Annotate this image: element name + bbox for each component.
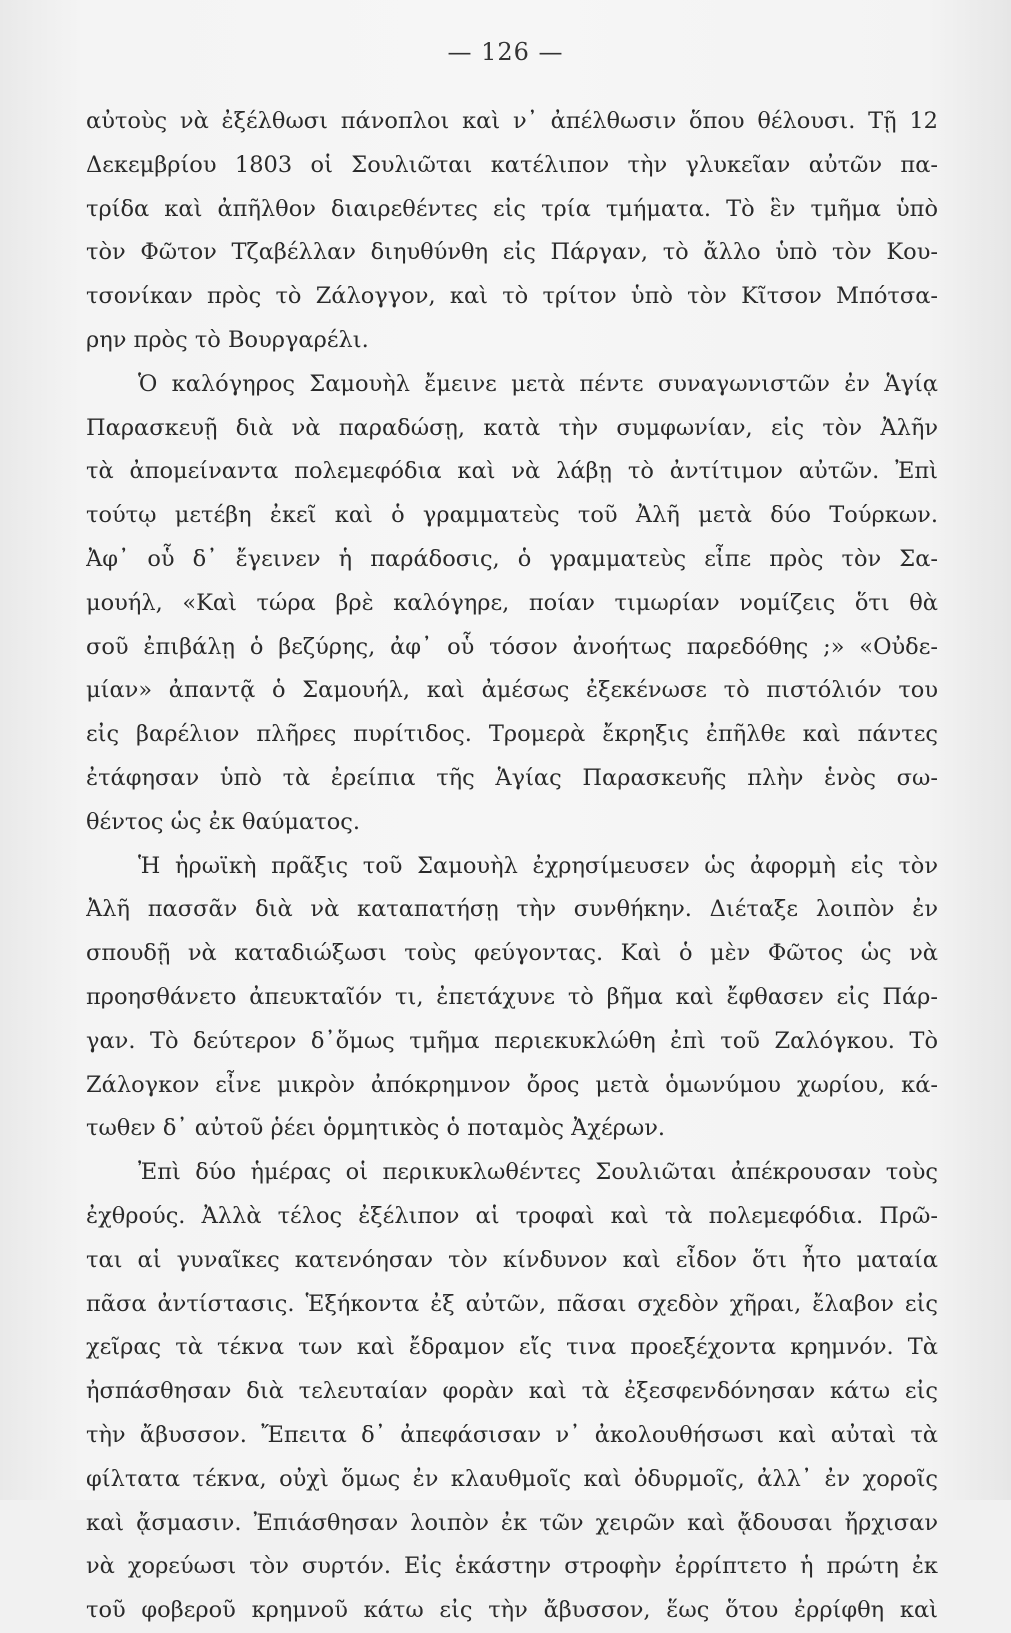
text-line: σπουδῇ νὰ καταδιώξωσι τοὺς φεύγοντας. Καὶ ὁ μὲν Φῶτος ὡς νὰ: [86, 940, 938, 967]
text-line: τὸν Φῶτον Τζαβέλλαν διηυθύνθη εἰς Πάργαν, τὸ ἄλλο ὑπὸ τὸν Κου-: [86, 239, 938, 266]
text-line: νὰ χορεύωσι τὸν συρτόν. Εἰς ἑκάστην στροφὴν ἐρρίπτετο ἡ πρώτη ἐκ: [86, 1553, 938, 1580]
paragraph-1: [86, 100, 938, 363]
text-line: Ὁ καλόγηρος Σαμουὴλ ἔμεινε μετὰ πέντε συναγωνιστῶν ἐν Ἁγίᾳ: [138, 370, 938, 397]
text-line: τσονίκαν πρὸς τὸ Ζάλογγον, καὶ τὸ τρίτον ὑπὸ τὸν Κῖτσον Μπότσα-: [86, 283, 938, 310]
text-line: τὴν ἄβυσσον. Ἔπειτα δ᾽ ἀπεφάσισαν ν᾽ ἀκολουθήσωσι καὶ αὐταὶ τὰ: [86, 1421, 938, 1448]
text-line: τὰ ἀπομείναντα πολεμεφόδια καὶ νὰ λάβῃ τὸ ἀντίτιμον αὐτῶν. Ἐπὶ: [86, 458, 938, 485]
text-line: καὶ ᾄσμασιν. Ἐπιάσθησαν λοιπὸν ἐκ τῶν χειρῶν καὶ ᾄδουσαι ἤρχισαν: [86, 1509, 938, 1536]
text-line: τρίδα καὶ ἀπῆλθον διαιρεθέντες εἰς τρία τμήματα. Τὸ ἓν τμῆμα ὑπὸ: [86, 195, 938, 222]
text-line: ἠσπάσθησαν διὰ τελευταίαν φορὰν καὶ τὰ ἐξεσφενδόνησαν κάτω εἰς: [86, 1378, 938, 1405]
text-line: ἐχθρούς. Ἀλλὰ τέλος ἐξέλιπον αἱ τροφαὶ καὶ τὰ πολεμεφόδια. Πρῶ-: [86, 1202, 938, 1229]
text-line: σοῦ ἐπιβάλῃ ὁ βεζύρης, ἀφ᾽ οὗ τόσον ἀνοήτως παρεδόθης ;» «Οὐδε-: [86, 633, 938, 660]
page-number: — 126 —: [447, 38, 564, 66]
text-line: αὐτοὺς νὰ ἐξέλθωσι πάνοπλοι καὶ ν᾽ ἀπέλθωσιν ὅπου θέλουσι. Τῇ 12: [86, 108, 938, 134]
text-line: γαν. Τὸ δεύτερον δ᾽ὅμως τμῆμα περιεκυκλώθη ἐπὶ τοῦ Ζαλόγκου. Τὸ: [86, 1027, 938, 1054]
paragraph-2: [86, 363, 938, 845]
text-line: προησθάνετο ἀπευκταῖόν τι, ἐπετάχυνε τὸ βῆμα καὶ ἔφθασεν εἰς Πάρ-: [86, 983, 938, 1010]
text-line: Παρασκευῇ διὰ νὰ παραδώσῃ, κατὰ τὴν συμφωνίαν, εἰς τὸν Ἀλῆν: [86, 414, 938, 441]
text-line: εἰς βαρέλιον πλῆρες πυρίτιδος. Τρομερὰ ἔκρηξις ἐπῆλθε καὶ πάντες: [86, 721, 938, 748]
text-line: Ἀφ᾽ οὗ δ᾽ ἔγεινεν ἡ παράδοσις, ὁ γραμματεὺς εἶπε πρὸς τὸν Σα-: [86, 545, 938, 572]
text-line: Ζάλογκον εἶνε μικρὸν ἀπόκρημνον ὄρος μετὰ ὁμωνύμου χωρίου, κά-: [86, 1071, 938, 1098]
text-line: θέντος ὡς ἐκ θαύματος.: [86, 808, 360, 835]
text-line: τούτῳ μετέβη ἐκεῖ καὶ ὁ γραμματεὺς τοῦ Ἀλῆ μετὰ δύο Τούρκων.: [86, 502, 938, 529]
paragraph-4: [86, 1151, 938, 1633]
text-line: Ἐπὶ δύο ἡμέρας οἱ περικυκλωθέντες Σουλιῶται ἀπέκρουσαν τοὺς: [138, 1159, 938, 1186]
text-line: τωθεν δ᾽ αὐτοῦ ῥέει ὁρμητικὸς ὁ ποταμὸς Ἀχέρων.: [86, 1115, 666, 1142]
text-line: ται αἱ γυναῖκες κατενόησαν τὸν κίνδυνον καὶ εἶδον ὅτι ἦτο ματαία: [86, 1246, 938, 1273]
text-line: Ἡ ἡρωϊκὴ πρᾶξις τοῦ Σαμουὴλ ἐχρησίμευσεν ὡς ἀφορμὴ εἰς τὸν: [138, 852, 938, 879]
text-line: Ἀλῆ πασσᾶν διὰ νὰ καταπατήσῃ τὴν συνθήκην. Διέταξε λοιπὸν ἐν: [86, 896, 938, 923]
paragraph-3: [86, 845, 938, 1152]
body-text: [86, 100, 938, 1633]
text-line: ἐτάφησαν ὑπὸ τὰ ἐρείπια τῆς Ἁγίας Παρασκευῆς πλὴν ἑνὸς σω-: [86, 764, 938, 791]
text-line: ρην πρὸς τὸ Βουργαρέλι.: [86, 326, 369, 353]
text-line: μουήλ, «Καὶ τώρα βρὲ καλόγηρε, ποίαν τιμωρίαν νομίζεις ὅτι θὰ: [86, 589, 938, 616]
text-line: χεῖρας τὰ τέκνα των καὶ ἔδραμον εἴς τινα προεξέχοντα κρημνόν. Τὰ: [86, 1334, 938, 1361]
text-line: Δεκεμβρίου 1803 οἱ Σουλιῶται κατέλιπον τὴν γλυκεῖαν αὐτῶν πα-: [86, 151, 938, 178]
text-line: πᾶσα ἀντίστασις. Ἑξήκοντα ἐξ αὐτῶν, πᾶσαι σχεδὸν χῆραι, ἔλαβον εἰς: [86, 1290, 938, 1317]
text-line: φίλτατα τέκνα, οὐχὶ ὅμως ἐν κλαυθμοῖς καὶ ὀδυρμοῖς, ἀλλ᾽ ἐν χοροῖς: [86, 1465, 938, 1492]
text-line: τοῦ φοβεροῦ κρημνοῦ κάτω εἰς τὴν ἄβυσσον, ἕως ὅτου ἐρρίφθη καὶ: [86, 1597, 938, 1624]
text-line: μίαν» ἀπαντᾷ ὁ Σαμουήλ, καὶ ἀμέσως ἐξεκένωσε τὸ πιστόλιόν του: [86, 677, 938, 704]
